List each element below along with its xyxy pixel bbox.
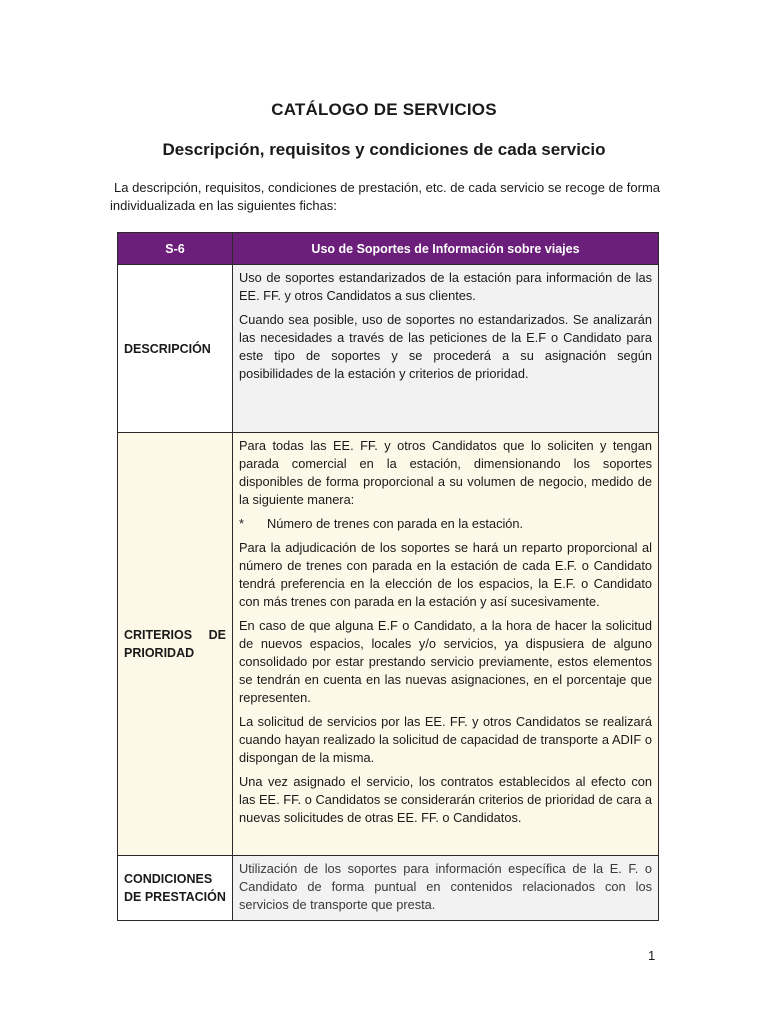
- table-row-descripcion: [118, 265, 659, 433]
- row-label-condiciones: CONDICIONES DE PRESTACIÓN: [118, 856, 233, 921]
- criterios-content: [233, 433, 659, 856]
- row-label-descripcion: DESCRIPCIÓN: [118, 265, 233, 433]
- descripcion-paragraph: Uso de soportes estandarizados de la estación para información de las EE. FF. y otros Candidatos a sus clientes.: [239, 270, 652, 303]
- service-name: Uso de Soportes de Información sobre viajes: [233, 233, 659, 265]
- descripcion-content: [233, 265, 659, 433]
- page-title: CATÁLOGO DE SERVICIOS: [271, 100, 497, 119]
- bullet-marker: *: [239, 516, 244, 531]
- page-number: 1: [648, 948, 656, 963]
- descripcion-paragraph: Cuando sea posible, uso de soportes no estandarizados. Se analizarán las necesidades a través de las peticiones de la E.F o Candidato para este tipo de soportes y se procederá a su asignación según posibilidades de la estación y criterios de prioridad.: [239, 312, 652, 381]
- page-subtitle: Descripción, requisitos y condiciones de cada servicio: [162, 140, 606, 159]
- criterios-paragraph: Una vez asignado el servicio, los contratos establecidos al efecto con las EE. FF. o Candidatos se considerarán criterios de prioridad de cara a nuevas solicitudes de otras EE. FF. o Candidatos.: [239, 774, 652, 825]
- table-header-row: [118, 233, 659, 265]
- criterios-paragraph: La solicitud de servicios por las EE. FF. y otros Candidatos se realizará cuando hayan realizado la solicitud de capacidad de transporte a ADIF o dispongan de la misma.: [239, 714, 652, 765]
- condiciones-content: Utilización de los soportes para información específica de la E. F. o Candidato de forma puntual en contenidos relacionados con los servicios de transporte que presta.: [233, 856, 659, 921]
- row-label-criterios: CRITERIOS DE PRIORIDAD: [118, 433, 233, 856]
- criterios-paragraph: En caso de que alguna E.F o Candidato, a la hora de hacer la solicitud de nuevos espacios, locales y/o servicios, ya dispusiera de alguno consolidado por estar prestando servicio previamente, estos elementos se tendrán en cuenta en las nuevas asignaciones, en el porcentaje que representen.: [239, 618, 652, 705]
- criterios-paragraph: Para todas las EE. FF. y otros Candidatos que lo soliciten y tengan parada comercial en la estación, dimensionando los soportes disponibles de forma proporcional a su volumen de negocio, medido de la siguiente manera:: [239, 438, 652, 507]
- service-code: S-6: [118, 233, 233, 265]
- criterios-bullet: [239, 515, 652, 533]
- intro-paragraph: La descripción, requisitos, condiciones de prestación, etc. de cada servicio se recoge de forma individualizada en las siguientes fichas:: [110, 180, 660, 213]
- criterios-paragraph: Para la adjudicación de los soportes se hará un reparto proporcional al número de trenes con parada en la estación de cada E.F. o Candidato tendrá preferencia en la elección de los espacios, la E.F. o Candidato con más trenes con parada en la estación y así sucesivamente.: [239, 540, 652, 609]
- bullet-text: Número de trenes con parada en la estación.: [267, 516, 524, 531]
- service-table: [117, 232, 659, 921]
- table-row-condiciones: [118, 856, 659, 921]
- table-row-criterios: [118, 433, 659, 856]
